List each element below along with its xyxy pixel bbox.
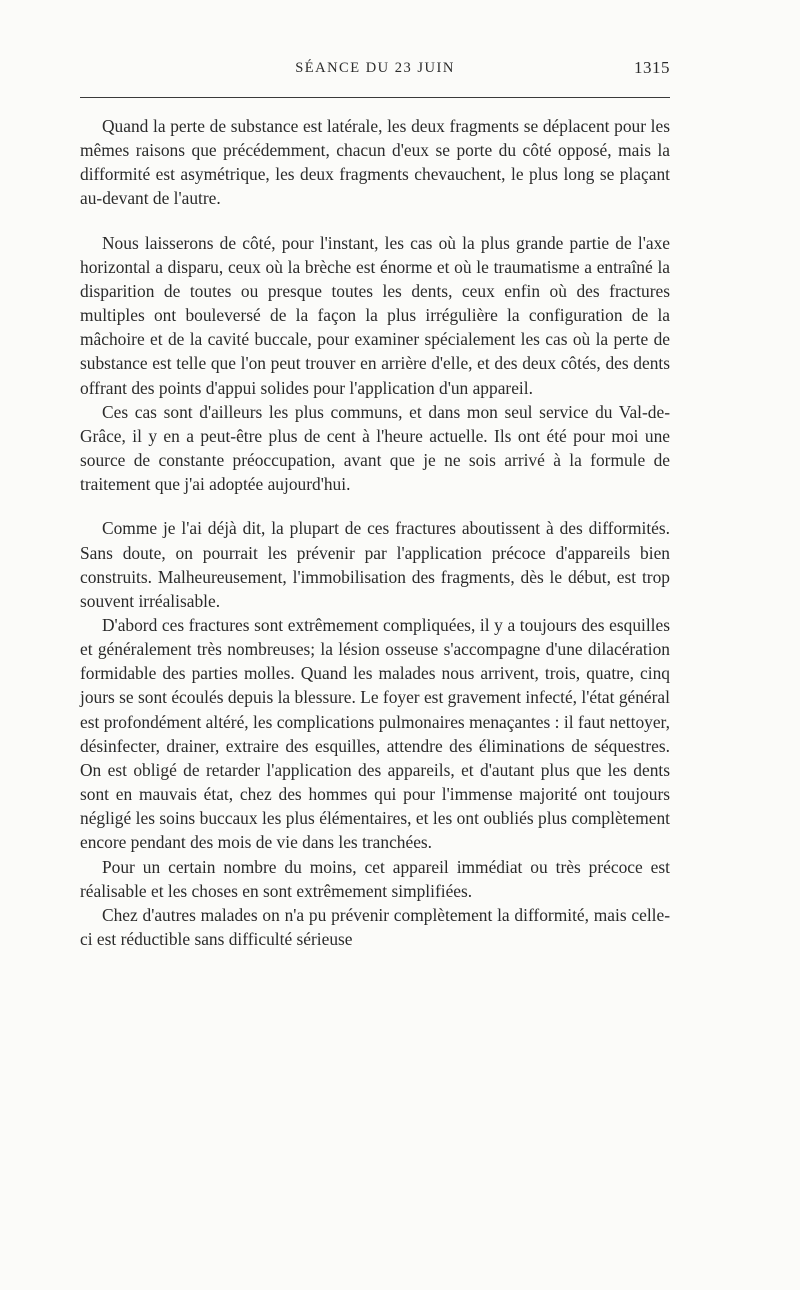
paragraph: Pour un certain nombre du moins, cet appareil immédiat ou très précoce est réalisable et les choses en sont extrêmement simplifiées.: [80, 856, 670, 901]
paragraph: D'abord ces fractures sont extrêmement compliquées, il y a toujours des esquilles et généralement très nombreuses; la lésion osseuse s'accompagne d'une dilacération formidable des parties molles. Quand les malades nous arrivent, trois, quatre, cinq jours se sont écoulés depuis la blessure. Le foyer est gravement infecté, l'état général est profondément altéré, les complications pulmonaires menaçantes : il faut nettoyer, désinfecter, drainer, extraire des esquilles, attendre des éliminations de séquestres. On est obligé de retarder l'application des appareils, et d'autant plus que les dents sont en mauvais état, chez des hommes qui pour l'immense majorité ont toujours négligé les soins buccaux les plus élémentaires, et les ont oubliés plus complètement encore pendant des mois de vie dans les tranchées.: [80, 614, 670, 853]
paragraph: Nous laisserons de côté, pour l'instant, les cas où la plus grande partie de l'axe horizontal a disparu, ceux où la brèche est énorme et où le traumatisme a entraîné la disparition de toutes ou presque toutes les dents, ceux enfin où des fractures multiples ont bouleversé de la façon la plus irrégulière la configuration de la mâchoire et de la cavité buccale, pour examiner spécialement les cas où la perte de substance est telle que l'on peut trouver en arrière d'elle, et des deux côtés, des dents offrant des points d'appui solides pour l'application d'un appareil.: [80, 232, 670, 398]
paragraph: Quand la perte de substance est latérale, les deux fragments se déplacent pour les mêmes raisons que précédemment, chacun d'eux se porte du côté opposé, mais la difformité est asymétrique, les deux fragments chevauchent, le plus long se plaçant au-devant de l'autre.: [80, 116, 670, 209]
paragraph: Comme je l'ai déjà dit, la plupart de ces fractures aboutissent à des difformités. Sans doute, on pourrait les prévenir par l'application précoce d'appareils bien construits. Malheureusement, l'immobilisation des fragments, dès le début, est trop souvent irréalisable.: [80, 518, 670, 611]
page-number: 1315: [634, 58, 670, 77]
paragraph: Ces cas sont d'ailleurs les plus communs, et dans mon seul service du Val-de-Grâce, il y en a peut-être plus de cent à l'heure actuelle. Ils ont été pour moi une source de constante préoccupation, avant que je ne sois arrivé à la formule de traitement que j'ai adoptée aujourd'hui.: [80, 401, 670, 495]
running-title: SÉANCE DU 23 JUIN: [295, 60, 455, 76]
header-rule: [80, 97, 670, 98]
body-text: [80, 114, 670, 951]
running-head: [80, 60, 670, 84]
paragraph: Chez d'autres malades on n'a pu prévenir complètement la difformité, mais celle-ci est réductible sans difficulté sérieuse: [80, 904, 670, 949]
